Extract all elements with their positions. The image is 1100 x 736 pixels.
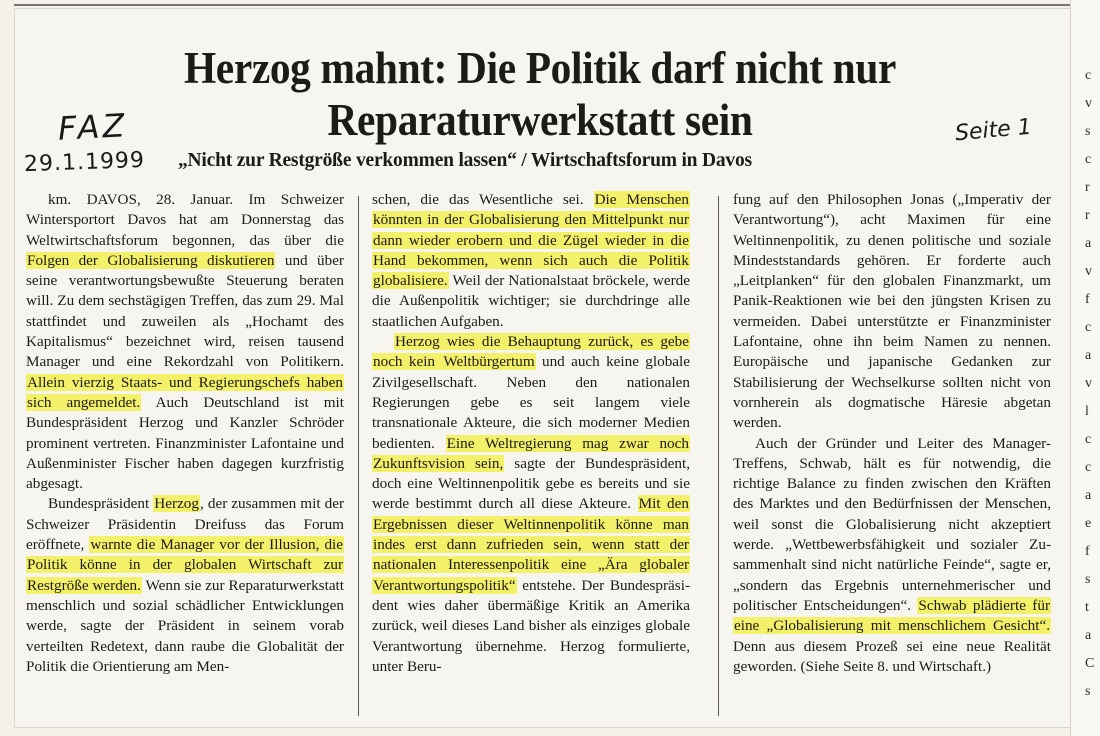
text-run: Weil der Nationalstaat bröckele, werde die Außenpolitik wichtiger; sie durchdringe alle staatlichen Aufgaben. [372,272,690,330]
edge-letter: f [1085,544,1090,559]
subheadline: „Nicht zur Restgröße verkommen lassen“ / Wirtschaftsforum in Davos [178,150,752,171]
adjacent-page-edge [1070,0,1100,736]
edge-letter: a [1085,488,1092,503]
edge-letter: c [1085,68,1092,83]
text-run: Denn aus diesem Prozeß sei eine neue Realität geworden. (Siehe Seite 8. und Wirtschaft.) [733,637,1051,675]
edge-letter: r [1085,208,1090,223]
column-rule [358,196,359,716]
edge-letter: a [1085,236,1092,251]
highlighted-text: Schwab plädierte für eine „Globalisierung mit menschlichem Gesicht“. [734,596,1051,635]
highlighted-text: Die Menschen könnten in der Globalisierung den Mittelpunkt nur dann wieder erobern und die Zügel wieder in die Hand bekommen, wenn sich auch die Politik globalisiere. [373,191,689,290]
highlighted-text: Allein vierzig Staats- und Regierungschefs haben sich angemeldet. [27,373,343,411]
handwritten-date: 29.1.1999 [23,147,146,178]
paragraph [733,190,1051,434]
clipping-top-border [14,4,1070,6]
edge-letter: f [1085,292,1090,307]
text-run: und über seine verantwortungsbewußte Steuerung beraten will. Zu dem sechstägigen Treffen, das zum 29. Mal stattfindet und zuweilen als „Hochamt des Kapitalismus“ bezeichnet wird, reisen tausend Manager und eine Rekordzahl von Politikern. [26,251,344,371]
edge-letter: r [1085,180,1090,195]
edge-letter: e [1085,516,1092,531]
edge-letter: C [1085,656,1095,671]
handwritten-source: FAZ [57,106,129,148]
edge-letter: c [1085,432,1092,447]
text-run: Auch Deutschland ist mit Bundespräsident Herzog und Kanzler Schröder prominent vertreten. Finanzminister Lafontaine und Außenminister Fischer haben dagegen kurzfristig abgesagt. [26,393,344,493]
headline-line-2: Reparaturwerkstatt sein [327,95,753,145]
text-run: schen, die das Wesentliche sei. [372,191,594,208]
highlighted-text: warnte die Manager vor der Illusion, die Politik könne in der globalen Wirtschaft zur Restgröße werden. [27,536,343,594]
paragraph [26,190,344,494]
highlighted-text: Herzog [154,495,199,513]
edge-letter: s [1085,572,1091,587]
paragraph [26,494,344,677]
paragraph [372,190,690,332]
paragraph [733,434,1051,678]
highlighted-text: Mit den Ergebnissen dieser Weltinnenpolitik könne man indes erst dann zufrieden sein, wenn statt der nationalen Interessenpolitik eine „Ära globaler Verantwortungspolitik“ [373,495,689,594]
highlighted-text: Eine Weltregierung mag zwar noch Zukunftsvision sein, [373,434,689,472]
headline-line-1: Herzog mahnt: Die Politik darf nicht nur [183,43,897,93]
highlighted-text: Weltbürgertum [443,353,535,371]
article-column-2 [372,190,690,720]
highlighted-text: Herzog wies die Behauptung zurück, es gebe noch kein [373,333,689,371]
edge-letter: v [1085,376,1092,391]
edge-letter: s [1085,124,1091,139]
text-run: Auch der Gründer und Leiter des Manager-Treffens, Schwab, hält es für notwendig, die richtige Balance zu finden zwischen den Kräften des Marktes und den Bedürfnissen der Menschen, weil sonst die Globalisierung nicht akzeptiert werde. „Wettbewerbsfähigkeit und sozialer Zusammenhalt sind nicht natürliche Feinde“, sagte er, „sondern das Ergebnis unternehmerischer und politischer Entscheidungen“. [733,434,1051,614]
text-run: Wenn sie zur Reparaturwerkstatt menschlich und sozial schädlicher Entwicklungen werde, sagte der Präsident in seinem vorab verteilten Redetext, dann raube die Globalität der Politik die Orientierung am Men- [26,576,344,675]
edge-letter: v [1085,264,1092,279]
paragraph [372,332,690,677]
text-run: sagte der Bundespräsident, doch eine Weltinnenpolitik gebe es bereits und sie werde bestimmt durch all diese Akteure. [372,454,690,513]
column-rule [718,196,719,716]
text-run: , der zusammen mit der Schweizer Präsidentin Dreifuss das Forum eröffnete, [26,495,345,554]
article-column-1 [26,190,344,720]
handwritten-page-note: Seite 1 [954,114,1033,147]
edge-letter: l [1085,404,1089,419]
text-run: fung auf den Philosophen Jonas („Imperativ der Verantwortung“), acht Maximen für eine Weltinnenpolitik, zu denen politische und soziale Mindeststandards gehören. Er forderte auch „Leitplanken“ für den globalen Finanzmarkt, um Panik-Reaktionen wie bei den jüngsten Krisen zu vermeiden. Dabei unterstützte er Finanzminister Lafontaine, ohne ihn beim Namen zu nennen. Europäische und japanische Gedanken zur Stabilisierung der Wechselkurse sollten nicht von vornherein als dogmatische Häresie abgetan werden. [733,191,1051,432]
edge-letter: a [1085,628,1092,643]
text-run: km. DAVOS, 28. Januar. Im Schweizer Wintersportort Davos hat am Donnerstag das Weltwirtschaftsforum begonnen, das über die [26,191,344,249]
headline [43,42,1037,146]
edge-letter: t [1085,600,1089,615]
edge-letter: c [1085,152,1092,167]
edge-letter: v [1085,96,1092,111]
edge-letter: s [1085,684,1091,699]
text-run: entstehe. Der Bundespräsident wies daher übermäßige Kritik an Amerika zurück, weil dieses Land bisher als einziges globale Verantwortung übernehme. Herzog formulierte, unter Beru- [372,576,690,675]
edge-letter: a [1085,348,1092,363]
highlighted-text: Folgen der Globalisierung diskutieren [27,251,275,269]
edge-letter: c [1085,460,1092,475]
text-run: und auch keine globale Zivilgesellschaft. Neben den nationalen Regierungen gebe es seit langem viele transnationale Akteure, die sich moderner Medien bedienten. [372,353,691,452]
article-column-3 [733,190,1051,720]
edge-letter: c [1085,320,1092,335]
text-run: Bundespräsident [48,495,154,513]
